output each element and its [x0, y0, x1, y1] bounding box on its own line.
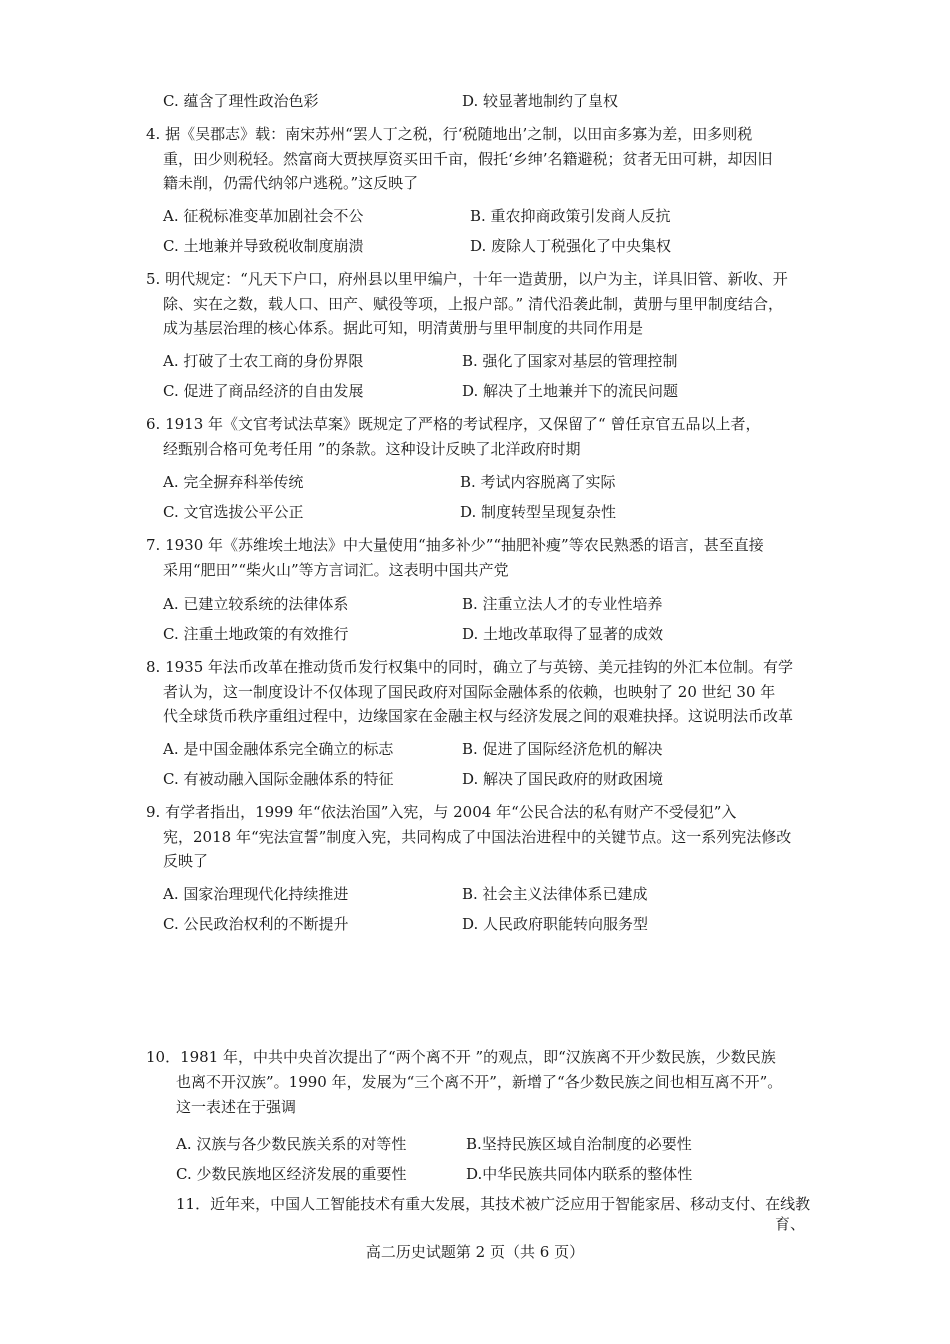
q10-stem-line: 这一表述在于强调 [176, 1098, 297, 1116]
q6-stem-line: 6. 1913 年《文官考试法草案》既规定了严格的考试程序，又保留了“ 曾任京官五品以上者， [146, 415, 761, 433]
q6-option-b: B. 考试内容脱离了实际 [460, 473, 616, 491]
q9-stem-line: 反映了 [163, 852, 209, 870]
q7-option-d: D. 土地改革取得了显著的成效 [462, 625, 664, 643]
q11-stem-line: 育、 [775, 1215, 806, 1233]
q5-option-c: C. 促进了商品经济的自由发展 [163, 382, 364, 400]
q7-option-c: C. 注重土地政策的有效推行 [163, 625, 349, 643]
q10-stem-line: 也离不开汉族”。1990 年，发展为“三个离不开”，新增了“各少数民族之间也相互离不开”。 [176, 1073, 783, 1091]
q5-option-b: B. 强化了国家对基层的管理控制 [462, 352, 678, 370]
q3-option-c: C. 蕴含了理性政治色彩 [163, 92, 319, 110]
q10-option-d: D.中华民族共同体内联系的整体性 [466, 1165, 693, 1183]
q5-option-d: D. 解决了土地兼并下的流民问题 [462, 382, 679, 400]
q8-option-b: B. 促进了国际经济危机的解决 [462, 740, 663, 758]
q4-stem-line: 籍未削，仍需代纳邻户逃税。”这反映了 [163, 174, 419, 192]
q9-stem-line: 9. 有学者指出，1999 年“依法治国”入宪，与 2004 年“公民合法的私有财产不受侵犯”入 [146, 803, 737, 821]
q9-stem-line: 宪，2018 年“宪法宣誓”制度入宪，共同构成了中国法治进程中的关键节点。这一系列宪法修改 [163, 828, 792, 846]
q10-stem-line: 10．1981 年，中共中央首次提出了“两个离不开 ”的观点，即“汉族离不开少数民族，少数民族 [146, 1048, 776, 1066]
q7-stem-line: 7. 1930 年《苏维埃土地法》中大量使用“抽多补少”“抽肥补瘦”等农民熟悉的语言，甚至直接 [146, 536, 764, 554]
q9-option-b: B. 社会主义法律体系已建成 [462, 885, 648, 903]
q4-option-b: B. 重农抑商政策引发商人反抗 [470, 207, 671, 225]
q9-option-d: D. 人民政府职能转向服务型 [462, 915, 649, 933]
page-footer: 高二历史试题第 2 页（共 6 页） [365, 1243, 585, 1261]
q9-option-c: C. 公民政治权利的不断提升 [163, 915, 349, 933]
q10-option-a: A. 汉族与各少数民族关系的对等性 [176, 1135, 407, 1153]
q6-option-c: C. 文官选拔公平公正 [163, 503, 304, 521]
q8-stem-line: 者认为，这一制度设计不仅体现了国民政府对国际金融体系的依赖，也映射了 20 世纪 30 年 [163, 683, 776, 701]
q8-stem-line: 代全球货币秩序重组过程中，边缘国家在金融主权与经济发展之间的艰难抉择。这说明法币改革 [163, 707, 794, 725]
q4-stem-line: 4. 据《吴郡志》载：南宋苏州“罢人丁之税，行‘税随地出’之制，以田亩多寡为差，田多则税 [146, 125, 753, 143]
q5-stem-line: 成为基层治理的核心体系。据此可知，明清黄册与里甲制度的共同作用是 [163, 319, 644, 337]
q4-option-d: D. 废除人丁税强化了中央集权 [470, 237, 672, 255]
q6-option-a: A. 完全摒弃科举传统 [163, 473, 304, 491]
q10-option-c: C. 少数民族地区经济发展的重要性 [176, 1165, 407, 1183]
q4-stem-line: 重，田少则税轻。然富商大贾挟厚资买田千亩，假托‘乡绅’名籍避税；贫者无田可耕，却因旧 [163, 150, 773, 168]
q5-stem-line: 5. 明代规定：“凡天下户口，府州县以里甲编户，十年一造黄册，以户为主，详具旧管、新收、开 [146, 270, 788, 288]
q6-option-d: D. 制度转型呈现复杂性 [460, 503, 617, 521]
q5-stem-line: 除、实在之数，载人口、田产、赋役等项，上报户部。” 清代沿袭此制，黄册与里甲制度结合， [163, 295, 783, 313]
q8-option-c: C. 有被动融入国际金融体系的特征 [163, 770, 394, 788]
q8-option-d: D. 解决了国民政府的财政困境 [462, 770, 664, 788]
q11-stem-line: 11．近年来，中国人工智能技术有重大发展，其技术被广泛应用于智能家居、移动支付、在线教 [176, 1195, 811, 1213]
q8-stem-line: 8. 1935 年法币改革在推动货币发行权集中的同时，确立了与英镑、美元挂钩的外汇本位制。有学 [146, 658, 794, 676]
q7-option-a: A. 已建立较系统的法律体系 [163, 595, 349, 613]
q10-option-b: B.坚持民族区域自治制度的必要性 [466, 1135, 692, 1153]
q7-stem-line: 采用“肥田”“柴火山”等方言词汇。这表明中国共产党 [163, 561, 509, 579]
q8-option-a: A. 是中国金融体系完全确立的标志 [163, 740, 394, 758]
q3-option-d: D. 较显著地制约了皇权 [462, 92, 619, 110]
q7-option-b: B. 注重立法人才的专业性培养 [462, 595, 663, 613]
q6-stem-line: 经甄别合格可免考任用 ”的条款。这种设计反映了北洋政府时期 [163, 440, 581, 458]
q5-option-a: A. 打破了士农工商的身份界限 [163, 352, 364, 370]
q9-option-a: A. 国家治理现代化持续推进 [163, 885, 349, 903]
q4-option-a: A. 征税标准变革加剧社会不公 [163, 207, 364, 225]
q4-option-c: C. 土地兼并导致税收制度崩溃 [163, 237, 364, 255]
